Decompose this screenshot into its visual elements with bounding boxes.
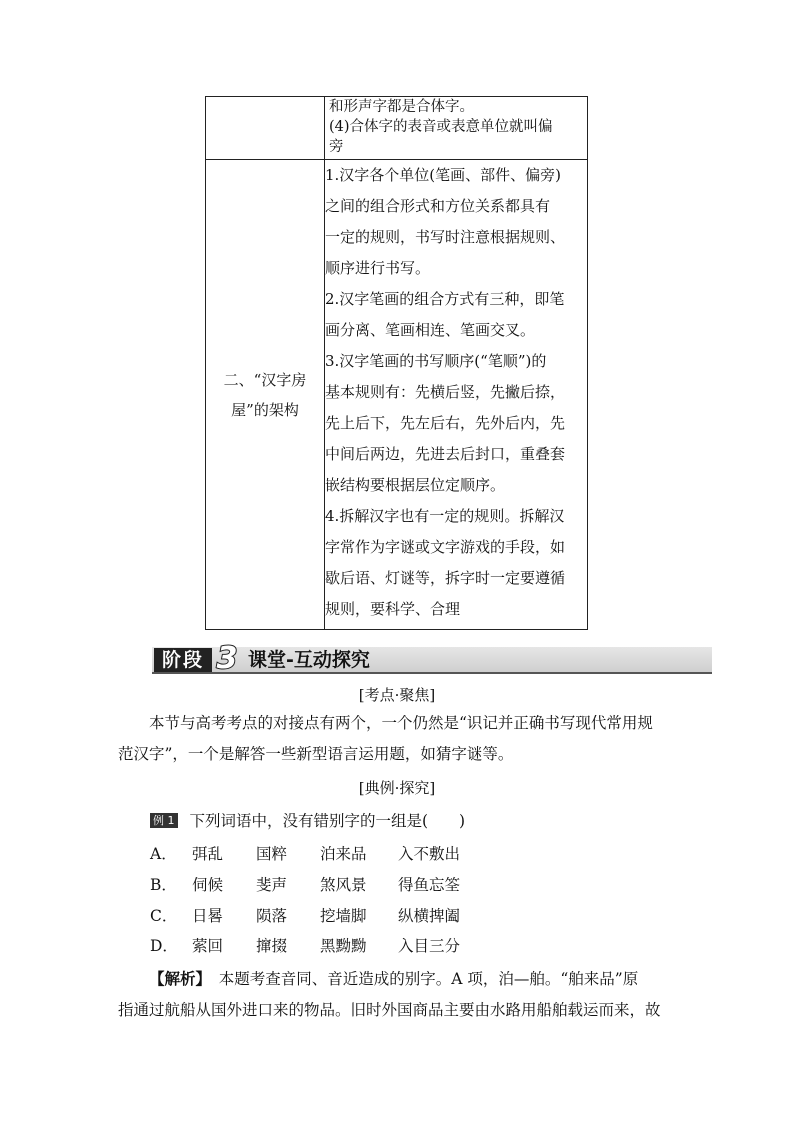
cell-line: 先上后下，先左后右，先外后内，先 [325,414,566,432]
table-row [206,160,588,630]
option-word: 泊来品 [320,845,367,863]
focus-paragraph [118,708,678,770]
stage-label: 阶段 [154,648,212,672]
cell-line: 嵌结构要根据层位定顺序。 [325,476,506,494]
option-word: 萦回 [192,937,224,955]
cell-line: 和形声字都是合体字。 [329,99,474,115]
option-word: 撺掇 [256,937,288,955]
cell-line: 2.汉字笔画的组合方式有三种，即笔 [325,290,565,308]
cell-line: 规则，要科学、合理 [325,600,461,618]
analysis-text: 本题考查音同、音近造成的别字。A 项，泊—舶。“舶来品”原 [218,970,639,988]
option-word: 伺候 [192,876,224,894]
option-word: 日晷 [192,907,224,925]
cell-line: 一定的规则，书写时注意根据规则、 [325,228,566,246]
cell-line: 基本规则有：先横后竖，先撇后捺， [325,383,566,401]
option-word: 煞风景 [320,876,367,894]
option-word: 纵横捭阖 [398,907,461,925]
section-heading-focus: [考点·聚焦] [358,686,436,704]
stage-banner [152,641,712,676]
option-letter: B． [150,876,177,894]
cell-line: 字常作为字谜或文字游戏的手段，如 [325,538,566,556]
paragraph-line: 本节与高考考点的对接点有两个，一个仍然是“识记并正确书写现代常用规 [149,714,653,732]
option-a [150,842,460,862]
cell-line: 1.汉字各个单位(笔画、部件、偏旁) [325,166,562,184]
cell-line: 歇后语、灯谜等，拆字时一定要遵循 [325,569,566,587]
cell-line: 旁 [329,139,344,155]
cell-line: 之间的组合形式和方位关系都具有 [325,197,551,215]
option-word: 黑黝黝 [320,937,367,955]
cell-line: 中间后两边，先进去后封口，重叠套 [325,445,566,463]
option-letter: A． [150,845,177,863]
paragraph-line [118,963,678,995]
option-letter: D． [150,937,178,955]
cell-line: 3.汉字笔画的书写顺序(“笔顺”)的 [325,352,547,370]
table-cell-content [325,160,588,630]
option-word: 弭乱 [192,845,224,863]
stage-number: 3 [216,641,238,676]
paragraph-line: 指通过航船从国外进口来的物品。旧时外国商品主要由水路用船舶载运而来，故 [118,1001,661,1019]
option-word: 入目三分 [398,937,461,955]
option-c [150,904,460,924]
knowledge-table [205,96,588,630]
option-word: 陨落 [256,907,288,925]
section-heading-example: [典例·探究] [358,779,436,797]
cell-line: 4.拆解汉字也有一定的规则。拆解汉 [325,507,565,525]
option-word: 入不敷出 [398,845,461,863]
option-d [150,934,460,954]
paragraph-line: 范汉字”，一个是解答一些新型语言运用题，如猜字谜等。 [118,745,514,763]
analysis-paragraph [118,963,678,1026]
table-cell-label: 二、“汉字房屋”的架构 [206,160,325,630]
table-cell-label [206,97,325,160]
cell-line: 顺序进行书写。 [325,259,431,277]
option-word: 得鱼忘筌 [398,876,461,894]
question-text: 下列词语中，没有错别字的一组是( ) [189,812,466,830]
option-word: 挖墙脚 [320,907,367,925]
cell-line: 画分离、笔画相连、笔画交叉。 [325,321,536,339]
example-question [150,809,465,831]
banner-title: 课堂-互动探究 [248,649,370,671]
option-b [150,873,460,893]
analysis-label: 【解析】 [149,969,212,988]
option-word: 国粹 [256,845,288,863]
cell-line: (4)合体字的表音或表意单位就叫偏 [329,119,553,135]
table-row [206,97,588,160]
option-letter: C． [150,907,178,925]
option-word: 斐声 [256,876,288,894]
table-cell-content [325,97,588,160]
example-tag: 例 1 [150,813,178,828]
